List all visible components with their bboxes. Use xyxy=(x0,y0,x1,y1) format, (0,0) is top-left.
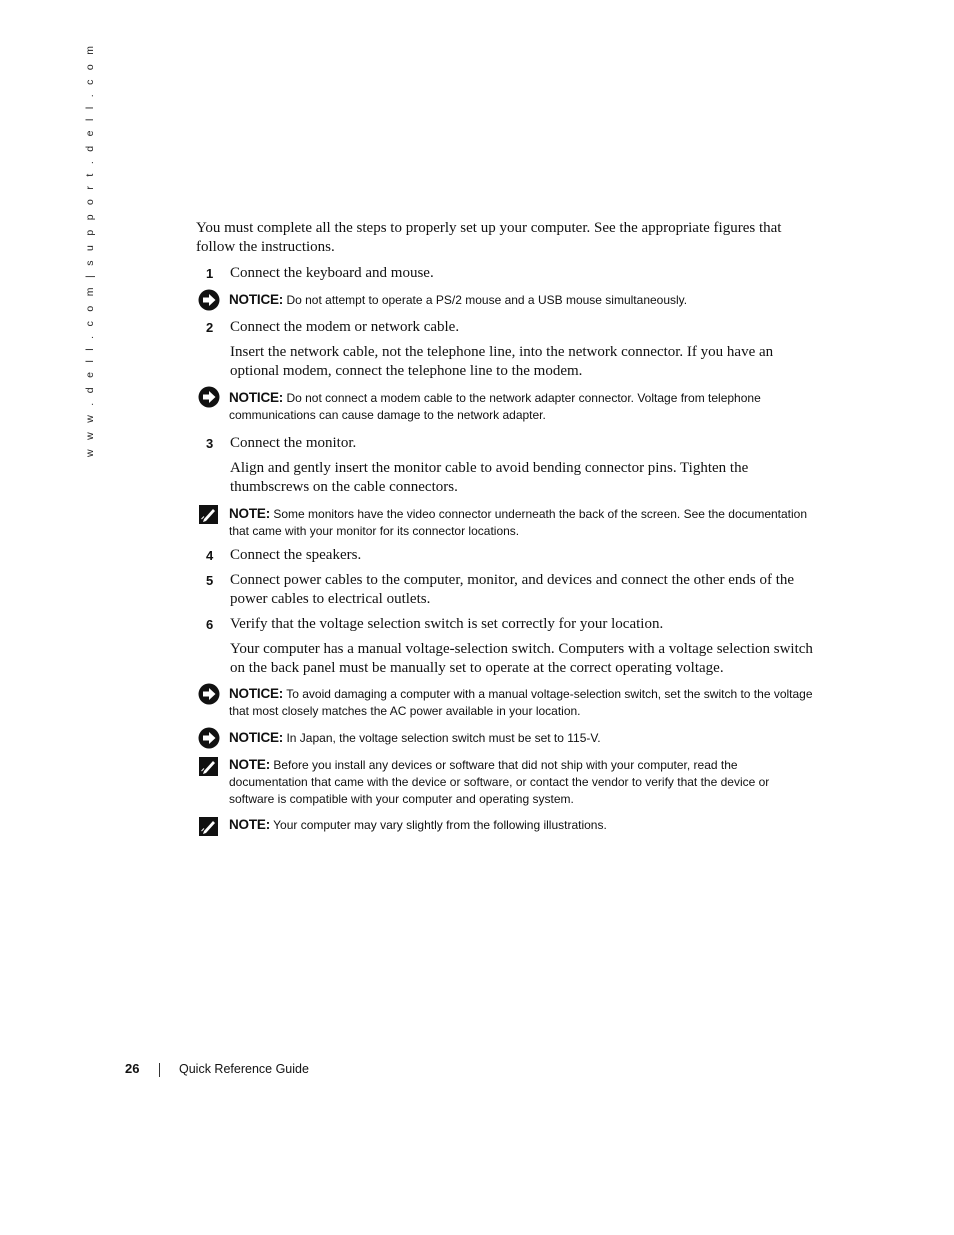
notice-callout xyxy=(229,291,814,309)
notice-arrow-icon xyxy=(198,727,220,749)
step-paragraph: Your computer has a manual voltage-selection switch. Computers with a voltage selection switch on the back panel must be manually set to operate at the correct operating voltage. xyxy=(230,641,813,676)
callout-label: NOTE: xyxy=(229,817,270,832)
note-callout xyxy=(229,756,814,808)
step-number: 6 xyxy=(206,617,214,632)
note-pencil-icon xyxy=(198,503,220,525)
note-pencil-icon xyxy=(198,815,220,837)
callout-text: Your computer may vary slightly from the following illustrations. xyxy=(273,818,607,832)
callout-label: NOTE: xyxy=(229,757,270,772)
callout-text: Do not connect a modem cable to the network adapter connector. Voltage from telephone communications can cause damage to the network adapter. xyxy=(229,391,761,422)
step-paragraph: Insert the network cable, not the telephone line, into the network connector. If you have an optional modem, connect the telephone line to the modem. xyxy=(230,344,774,379)
callout-text: In Japan, the voltage selection switch must be set to 115-V. xyxy=(286,731,601,745)
step-number: 5 xyxy=(206,573,214,588)
callout-label: NOTICE: xyxy=(229,292,284,307)
note-callout xyxy=(229,816,814,834)
callout-label: NOTICE: xyxy=(229,390,284,405)
notice-arrow-icon xyxy=(198,683,220,705)
footer-divider xyxy=(159,1063,160,1077)
callout-label: NOTE: xyxy=(229,506,270,521)
notice-arrow-icon xyxy=(198,289,220,311)
step-text: Connect power cables to the computer, monitor, and devices and connect the other ends of the power cables to electrical outlets. xyxy=(230,572,795,607)
callout-text: Some monitors have the video connector underneath the back of the screen. See the documentation that came with your monitor for its connector locations. xyxy=(229,507,808,538)
step-number: 3 xyxy=(206,436,214,451)
note-pencil-icon xyxy=(198,755,220,777)
step-paragraph: Align and gently insert the monitor cable to avoid bending connector pins. Tighten the thumbscrews on the cable connectors. xyxy=(230,460,749,495)
side-url: w w w . d e l l . c o m | s u p p o r t . d e l l . c o m xyxy=(84,42,96,457)
step-number: 2 xyxy=(206,320,214,335)
step-text: Connect the keyboard and mouse. xyxy=(230,265,434,281)
page-number: 26 xyxy=(125,1061,140,1076)
step-text: Verify that the voltage selection switch is set correctly for your location. xyxy=(230,616,664,632)
notice-arrow-icon xyxy=(198,386,220,408)
intro-paragraph: You must complete all the steps to properly set up your computer. See the appropriate figures that follow the instructions. xyxy=(196,220,782,255)
step-text: Connect the modem or network cable. xyxy=(230,319,460,335)
callout-label: NOTICE: xyxy=(229,686,284,701)
footer-title: Quick Reference Guide xyxy=(179,1062,309,1076)
callout-text: Do not attempt to operate a PS/2 mouse and a USB mouse simultaneously. xyxy=(286,293,688,307)
step-number: 1 xyxy=(206,266,214,281)
callout-text: Before you install any devices or software that did not ship with your computer, read the documentation that came with the device or software, or contact the vendor to verify that the device or software is compatible with your computer and operating system. xyxy=(229,758,770,806)
callout-label: NOTICE: xyxy=(229,730,284,745)
notice-callout xyxy=(229,729,814,747)
step-text: Connect the speakers. xyxy=(230,547,362,563)
step-text: Connect the monitor. xyxy=(230,435,357,451)
note-callout xyxy=(229,505,814,540)
notice-callout xyxy=(229,685,814,720)
callout-text: To avoid damaging a computer with a manual voltage-selection switch, set the switch to the voltage that most closely matches the AC power available in your location. xyxy=(229,687,813,718)
notice-callout xyxy=(229,389,814,424)
step-number: 4 xyxy=(206,548,214,563)
